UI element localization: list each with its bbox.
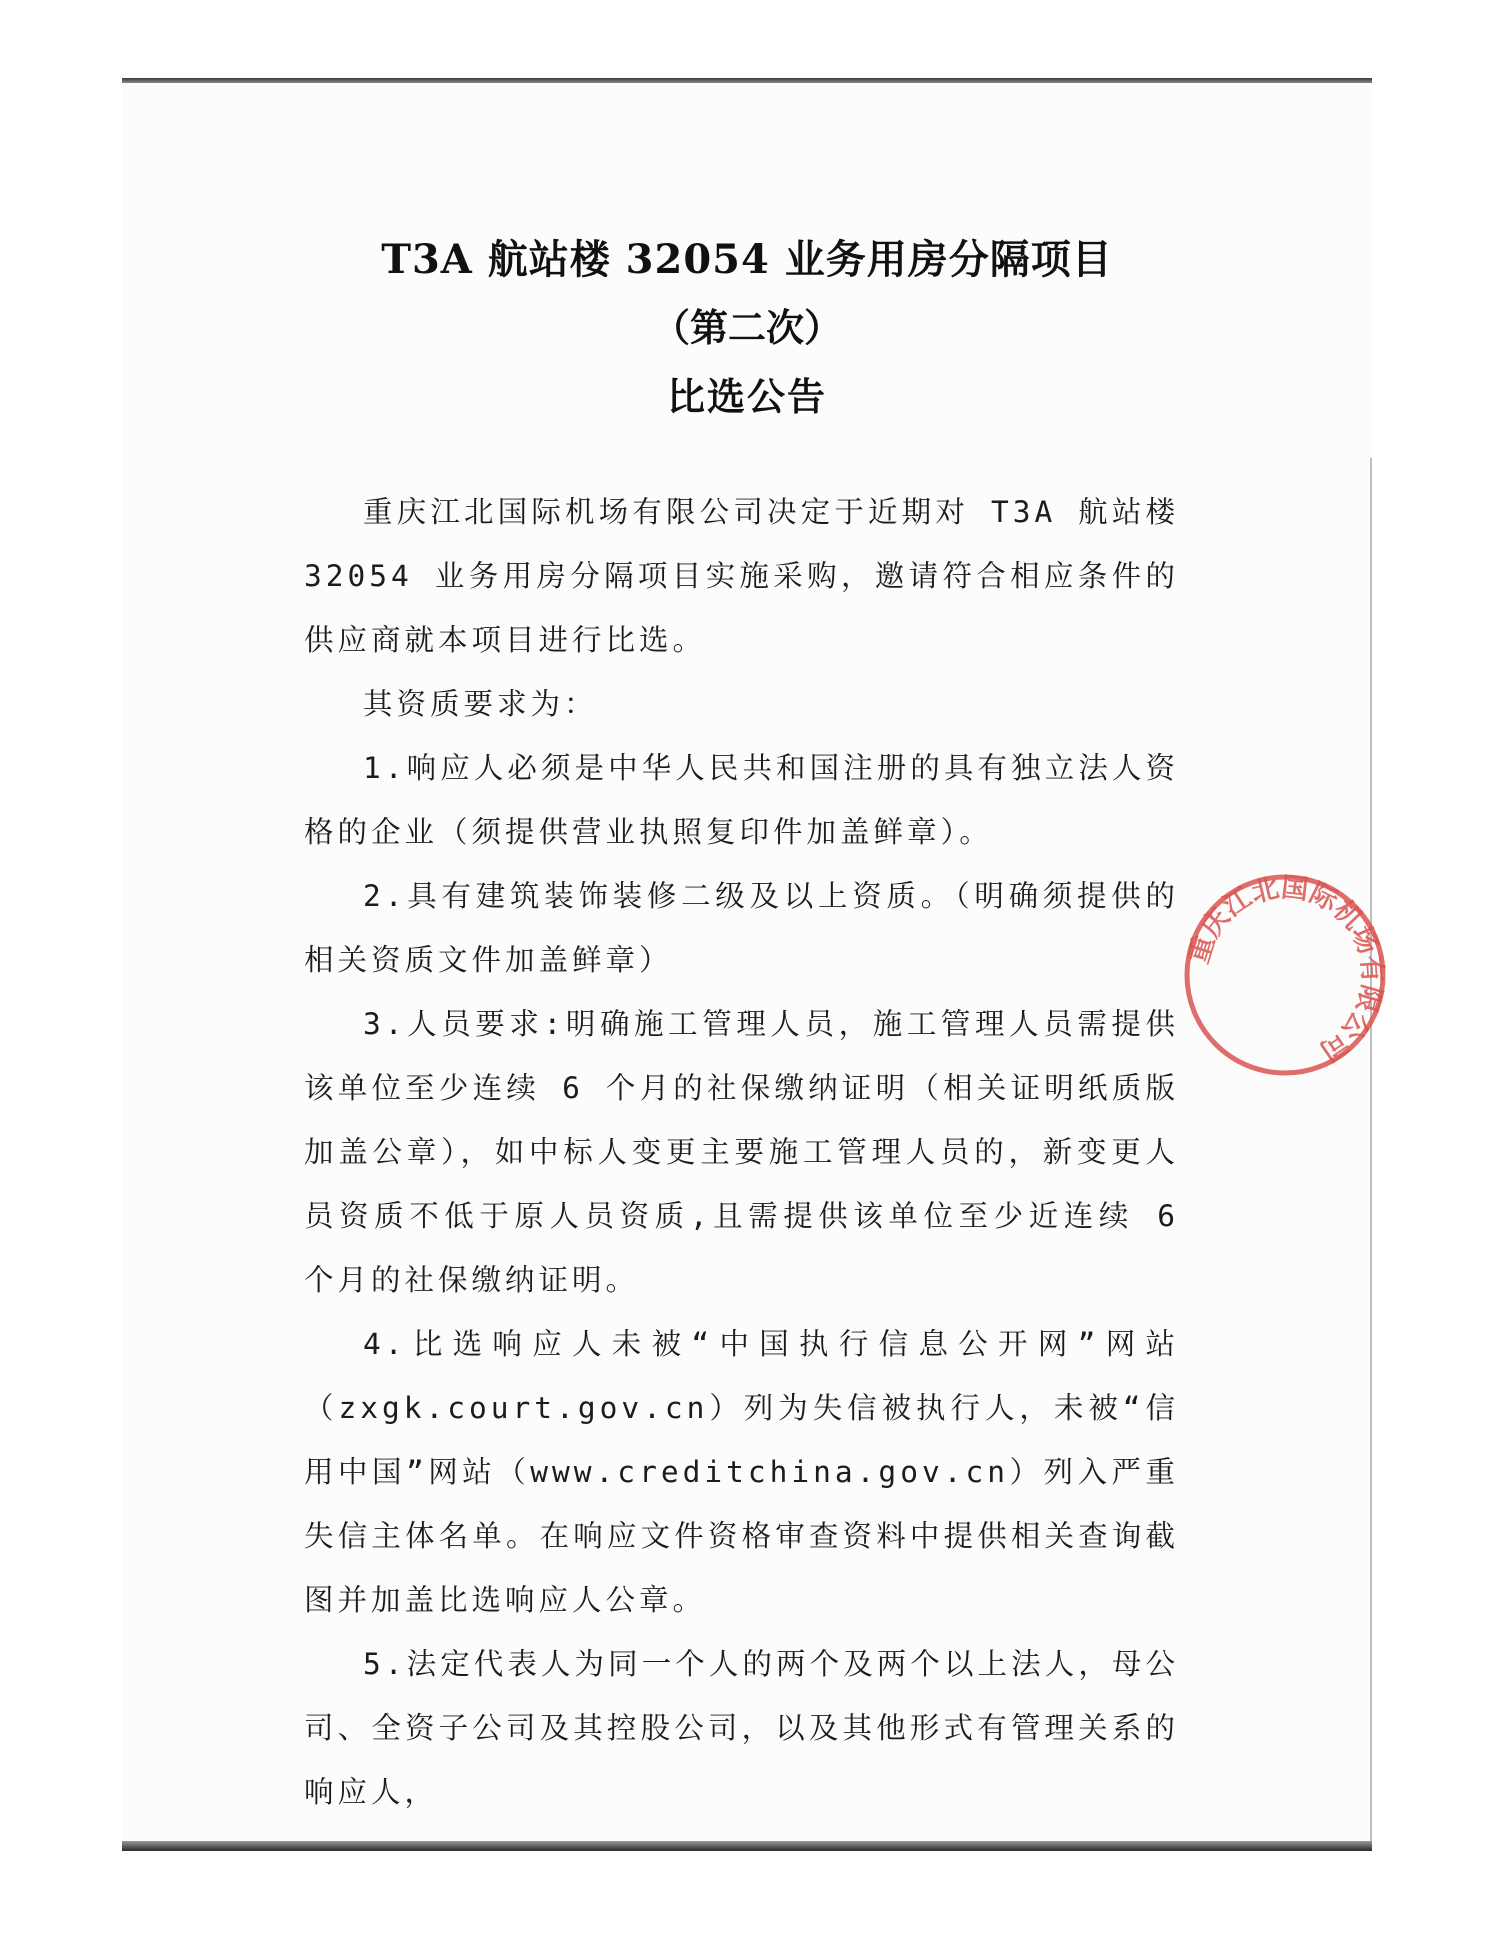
paragraph-requirement-5: 5.法定代表人为同一个人的两个及两个以上法人，母公司、全资子公司及其控股公司，以及其他形式有管理关系的响应人， [304, 1647, 1179, 1809]
page-top-edge [122, 78, 1372, 83]
announcement-body [304, 480, 1179, 1824]
page-right-edge [1370, 458, 1372, 1848]
paragraph-requirement-3: 3.人员要求:明确施工管理人员，施工管理人员需提供该单位至少连续 6 个月的社保缴纳证明（相关证明纸质版加盖公章），如中标人变更主要施工管理人员的，新变更人员资质不低于原人员资质,且需提供该单位至少近连续 6 个月的社保缴纳证明。 [304, 1007, 1179, 1297]
title-line-2: （第二次） [651, 305, 842, 350]
paragraph-requirement-4: 4.比选响应人未被“中国执行信息公开网”网站（zxgk.court.gov.cn）列为失信被执行人，未被“信用中国”网站（www.creditchina.gov.cn）列入严重失信主体名单。在响应文件资格审查资料中提供相关查询截图并加盖比选响应人公章。 [304, 1327, 1179, 1617]
company-seal [1180, 870, 1390, 1080]
paragraph-intro: 重庆江北国际机场有限公司决定于近期对 T3A 航站楼 32054 业务用房分隔项目实施采购，邀请符合相应条件的供应商就本项目进行比选。 [304, 495, 1179, 657]
title-line-3: 比选公告 [666, 374, 827, 419]
paragraph-requirements-heading: 其资质要求为： [363, 687, 598, 721]
svg-text:重庆江北国际机场有限公司 [1184, 872, 1388, 1067]
seal-text: 重庆江北国际机场有限公司 [1183, 872, 1388, 1067]
page-bottom-edge [122, 1841, 1372, 1851]
paragraph-requirement-1: 1.响应人必须是中华人民共和国注册的具有独立法人资格的企业（须提供营业执照复印件加盖鲜章）。 [304, 751, 1179, 849]
title-line-1: T3A 航站楼 32054 业务用房分隔项目 [381, 236, 1113, 283]
paragraph-requirement-2: 2.具有建筑装饰装修二级及以上资质。（明确须提供的相关资质文件加盖鲜章） [304, 879, 1179, 977]
